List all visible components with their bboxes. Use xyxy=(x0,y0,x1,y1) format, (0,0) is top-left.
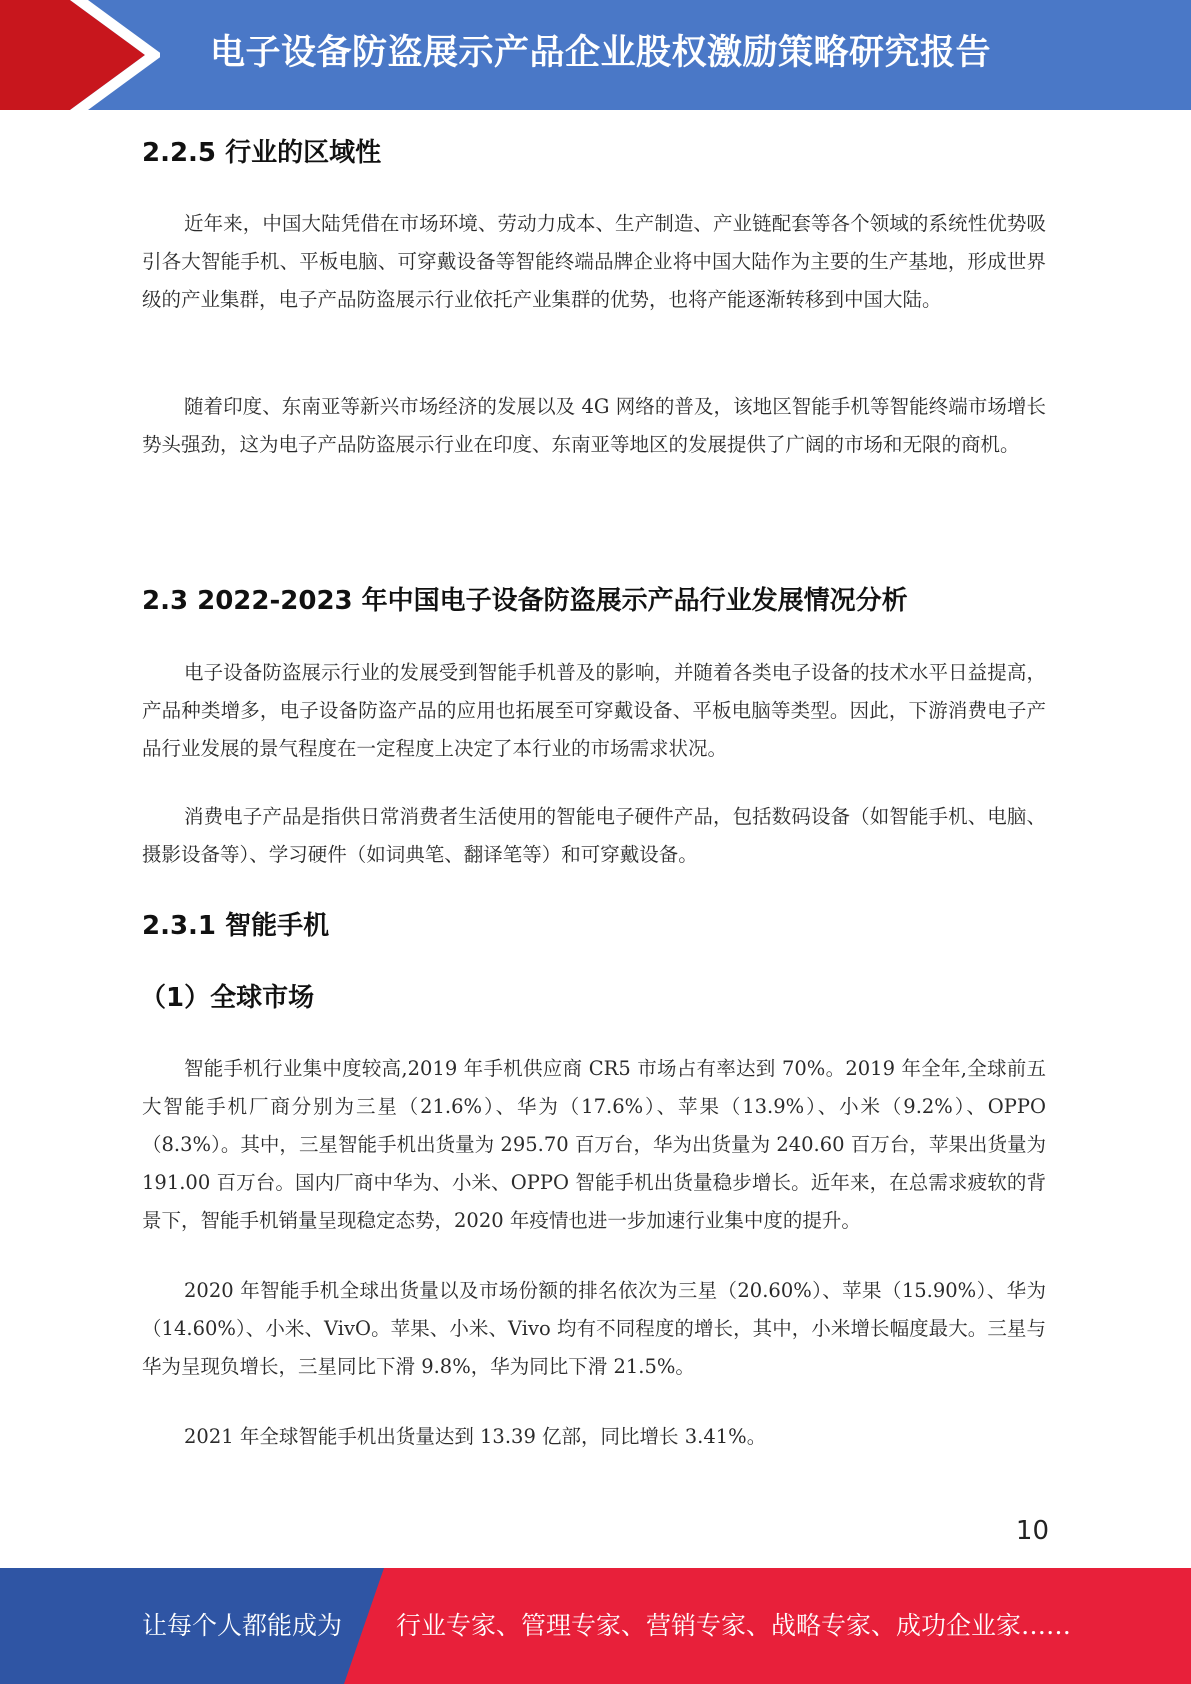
section-heading-2-3-1: 2.3.1 智能手机 xyxy=(142,911,330,941)
header-arrow-decoration xyxy=(0,0,160,110)
paragraph: 消费电子产品是指供日常消费者生活使用的智能电子硬件产品，包括数码设备（如智能手机、电脑、摄影设备等）、学习硬件（如词典笔、翻译笔等）和可穿戴设备。 xyxy=(142,805,1046,866)
report-title: 电子设备防盗展示产品企业股权激励策略研究报告 xyxy=(210,33,992,73)
paragraph: 智能手机行业集中度较高,2019 年手机供应商 CR5 市场占有率达到 70%。2019 年全年,全球前五大智能手机厂商分别为三星（21.6%）、华为（17.6%）、苹果（13.9%）、小米（9.2%）、OPPO（8.3%）。其中，三星智能手机出货量为 295.70 百万台，华为出货量为 240.60 百万台，苹果出货量为 191.00 百万台。国内厂商中华为、小米、OPPO 智能手机出货量稳步增长。近年来，在总需求疲软的背景下，智能手机销量呈现稳定态势，2020 年疫情也进一步加速行业集中度的提升。 xyxy=(142,1057,1046,1232)
footer-banner xyxy=(0,1568,1191,1684)
paragraph: 电子设备防盗展示行业的发展受到智能手机普及的影响，并随着各类电子设备的技术水平日益提高，产品种类增多，电子设备防盗产品的应用也拓展至可穿戴设备、平板电脑等类型。因此，下游消费电子产品行业发展的景气程度在一定程度上决定了本行业的市场需求状况。 xyxy=(142,661,1046,760)
footer-slogan-left: 让每个人都能成为 xyxy=(142,1611,343,1640)
paragraph: 2020 年智能手机全球出货量以及市场份额的排名依次为三星（20.60%）、苹果（15.90%）、华为（14.60%）、小米、VivO。苹果、小米、Vivo 均有不同程度的增长，其中，小米增长幅度最大。三星与华为呈现负增长，三星同比下滑 9.8%，华为同比下滑 21.5%。 xyxy=(142,1279,1046,1378)
subsection-heading-global-market: （1）全球市场 xyxy=(140,983,315,1013)
paragraph: 2021 年全球智能手机出货量达到 13.39 亿部，同比增长 3.41%。 xyxy=(184,1425,767,1448)
paragraph: 近年来，中国大陆凭借在市场环境、劳动力成本、生产制造、产业链配套等各个领域的系统性优势吸引各大智能手机、平板电脑、可穿戴设备等智能终端品牌企业将中国大陆作为主要的生产基地，形成世界级的产业集群，电子产品防盗展示行业依托产业集群的优势，也将产能逐渐转移到中国大陆。 xyxy=(142,212,1046,311)
page-number: 10 xyxy=(1015,1516,1049,1546)
paragraph: 随着印度、东南亚等新兴市场经济的发展以及 4G 网络的普及，该地区智能手机等智能终端市场增长势头强劲，这为电子产品防盗展示行业在印度、东南亚等地区的发展提供了广阔的市场和无限的商机。 xyxy=(142,395,1046,456)
header-banner xyxy=(0,0,1191,110)
footer-slogan-right: 行业专家、管理专家、营销专家、战略专家、成功企业家…… xyxy=(396,1611,1072,1640)
section-heading-2-2-5: 2.2.5 行业的区域性 xyxy=(142,138,382,168)
section-heading-2-3: 2.3 2022-2023 年中国电子设备防盗展示产品行业发展情况分析 xyxy=(142,586,908,616)
